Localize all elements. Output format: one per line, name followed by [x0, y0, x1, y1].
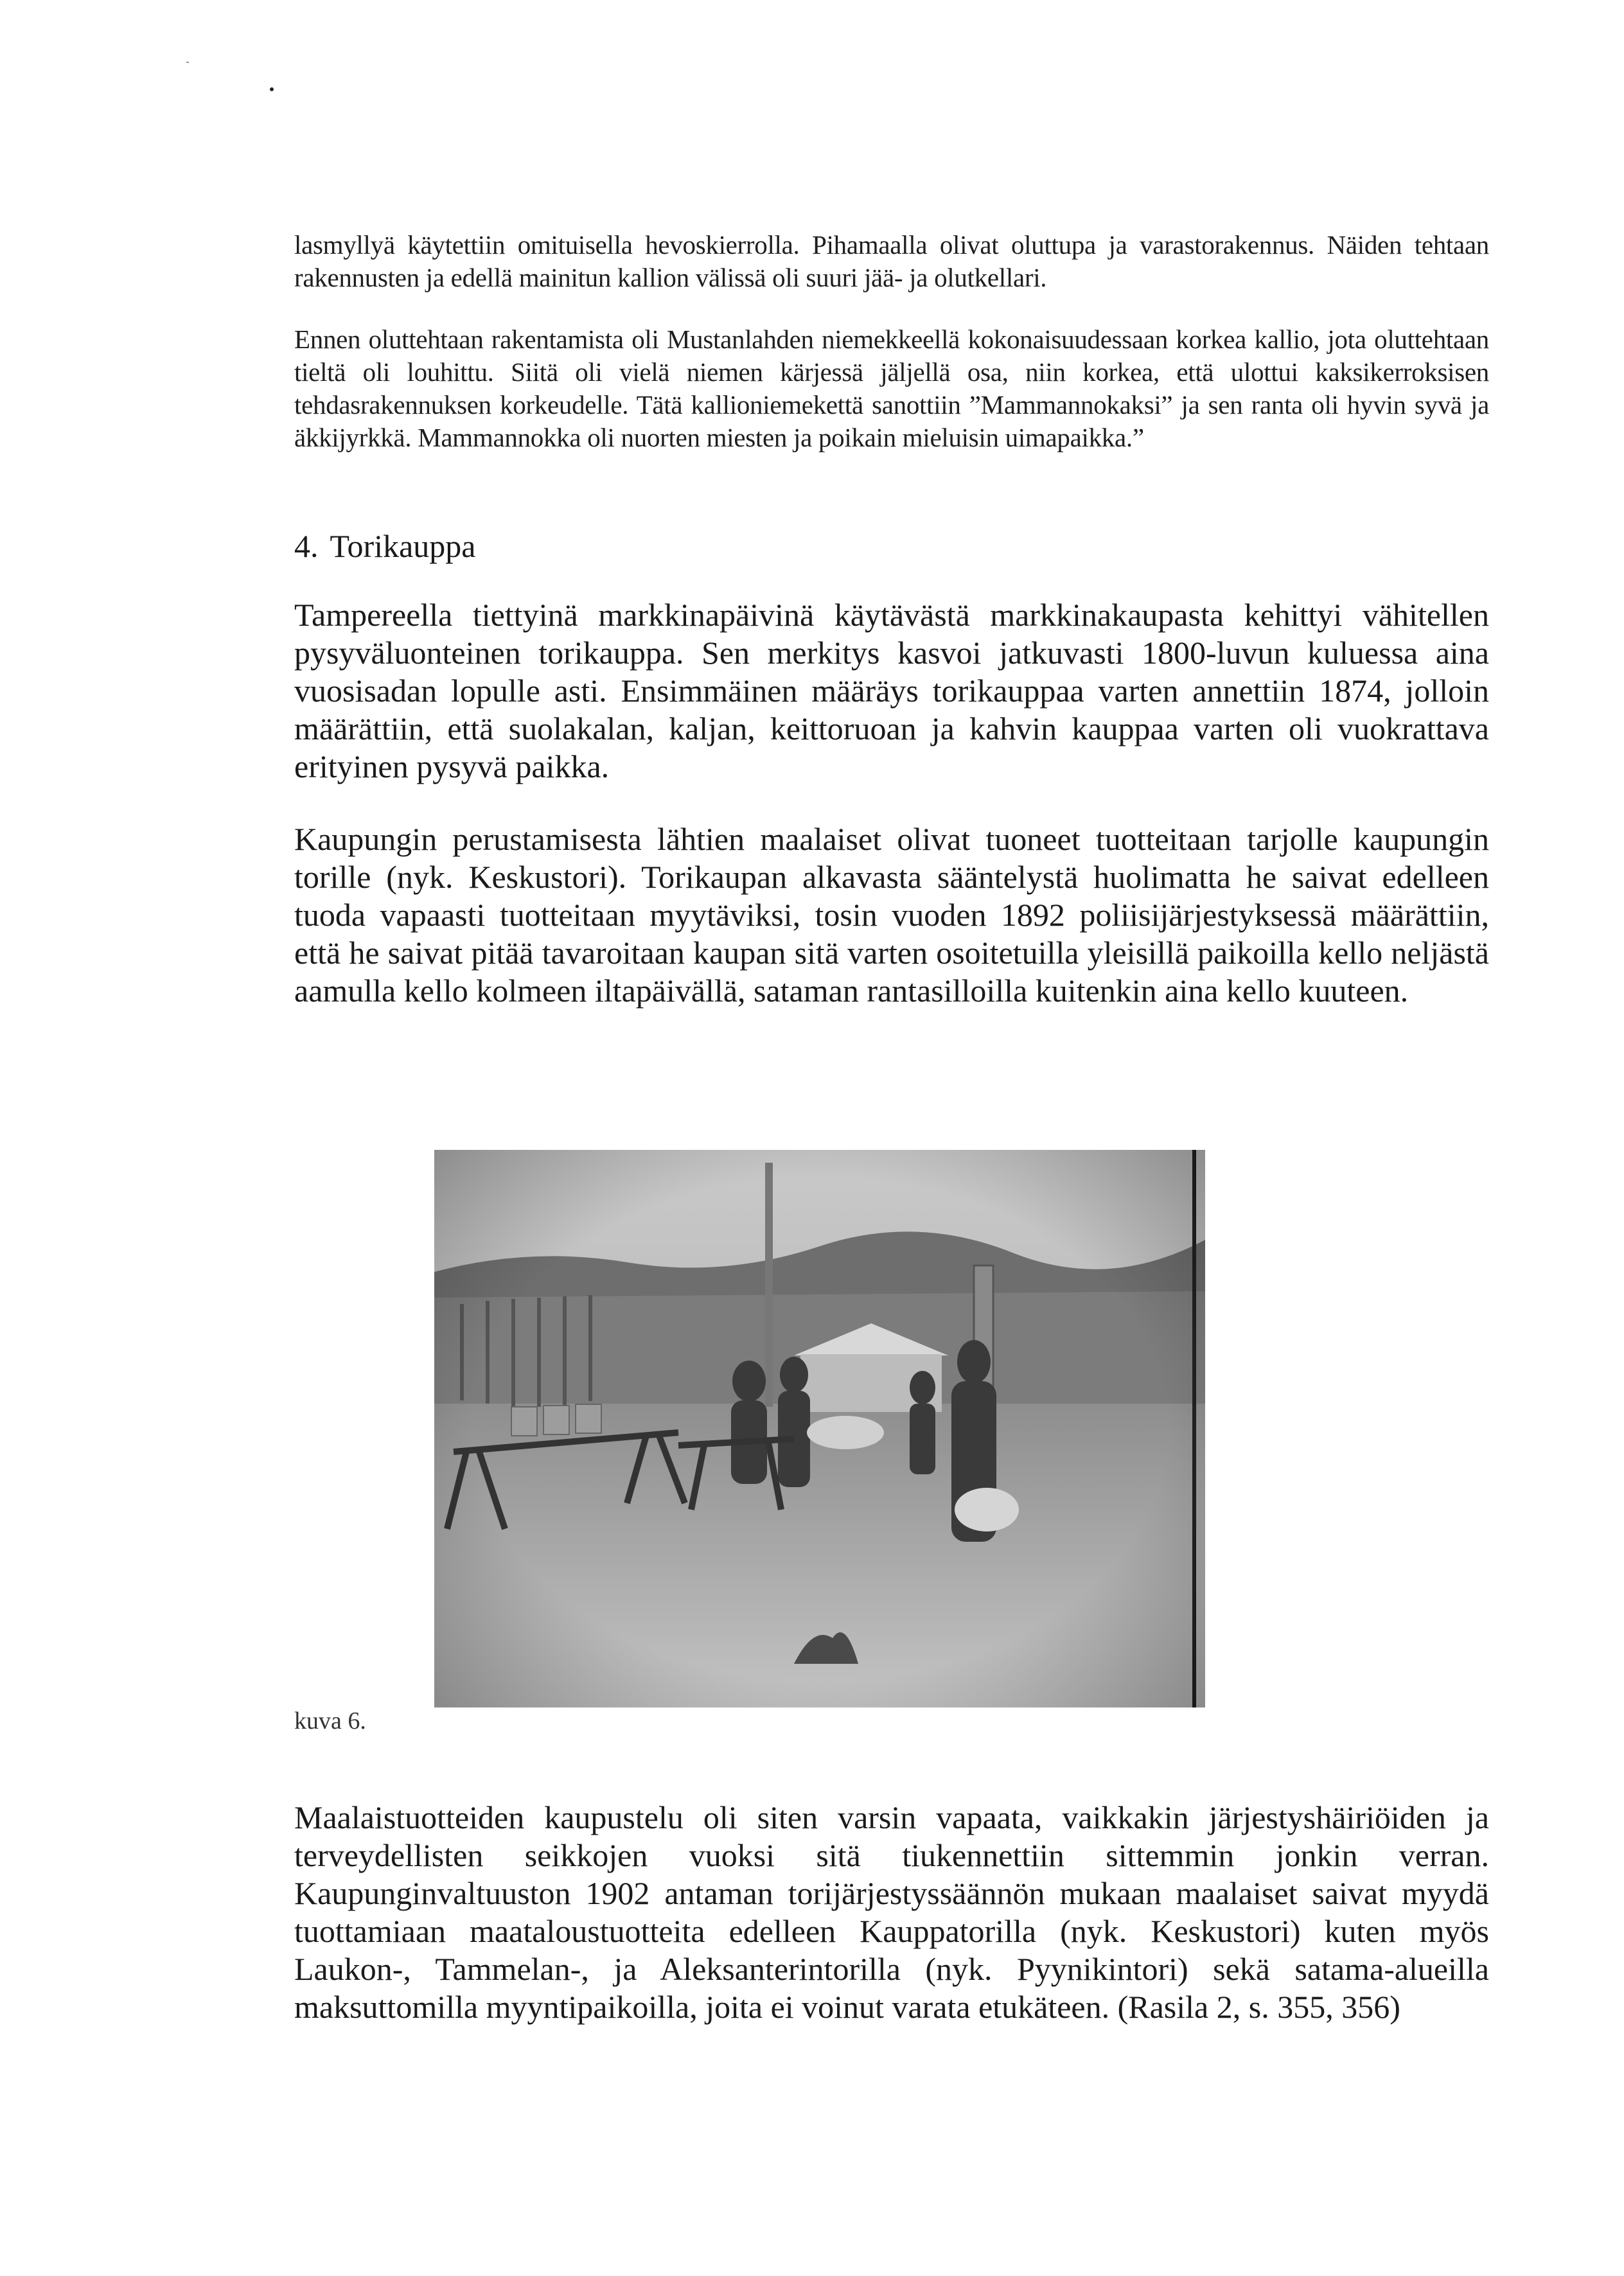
paragraph-2: Ennen oluttehtaan rakentamista oli Mustanlahden niemekkeellä kokonaisuudessaan korkea kallio, jota oluttehtaan tieltä oli louhittu. Siitä oli vielä niemen kärjessä jäljellä osa, niin korkea, että ulottui kaksikerroksisen tehdasrakennuksen korkeudelle. Tätä kallioniemekettä sanottiin ”Mammannokaksi” ja sen ranta oli hyvin syvä ja äkkijyrkkä. Mammannokka oli nuorten miesten ja poikain mieluisin uimapaikka.”	[294, 324, 1489, 452]
market-photo-drawing	[434, 1150, 1205, 1707]
section-title: Torikauppa	[330, 528, 476, 564]
scan-mark	[186, 62, 189, 63]
paragraph-3: Tampereella tiettyinä markkinapäivinä käytävästä markkinakaupasta kehittyi vähitellen pysyväluonteinen torikauppa. Sen merkitys kasvoi jatkuvasti 1800-luvun kuluessa aina vuosisadan lopulle asti. Ensimmäinen määräys torikauppaa varten annettiin 1874, jolloin määrättiin, että suolakalan, kaljan, keittoruoan ja kahvin kauppaa varten oli vuokrattava erityinen pysyvä paikka.	[294, 597, 1489, 784]
market-photo	[434, 1150, 1205, 1707]
paragraph-5: Maalaistuotteiden kaupustelu oli siten varsin vapaata, vaikkakin järjestyshäiriöiden ja terveydellisten seikkojen vuoksi sitä tiukennettiin sittemmin jonkin verran. Kaupunginvaltuuston 1902 antaman torijärjestyssäännön mukaan maalaiset saivat myydä tuottamiaan maataloustuotteita edelleen Kauppatorilla (nyk. Keskustori) kuten myös Laukon-, Tammelan-, ja Aleksanterintorilla (nyk. Pyynikintori) sekä satama-alueilla maksuttomilla myyntipaikoilla, joita ei voinut varata etukäteen. (Rasila 2, s. 355, 356)	[294, 1799, 1489, 2025]
section-number: 4.	[294, 528, 319, 564]
scan-dot	[270, 87, 274, 91]
paragraph-1: lasmyllyä käytettiin omituisella hevoskierrolla. Pihamaalla olivat oluttupa ja varastorakennus. Näiden tehtaan rakennusten ja edellä mainitun kallion välissä oli suuri jää- ja olutkellari.	[294, 230, 1489, 292]
paragraph-4: Kaupungin perustamisesta lähtien maalaiset olivat tuoneet tuotteitaan tarjolle kaupungin torille (nyk. Keskustori). Torikaupan alkavasta sääntelystä huolimatta he saivat edelleen tuoda vapaasti tuotteitaan myytäviksi, tosin vuoden 1892 poliisijärjestyksessä määrättiin, että he saivat pitää tavaroitaan kaupan sitä varten osoitetuilla yleisillä paikoilla kello neljästä aamulla kello kolmeen iltapäivällä, sataman rantasilloilla kuitenkin aina kello kuuteen.	[294, 821, 1489, 1009]
figure-caption: kuva 6.	[294, 1707, 366, 1734]
section-heading	[294, 527, 475, 565]
